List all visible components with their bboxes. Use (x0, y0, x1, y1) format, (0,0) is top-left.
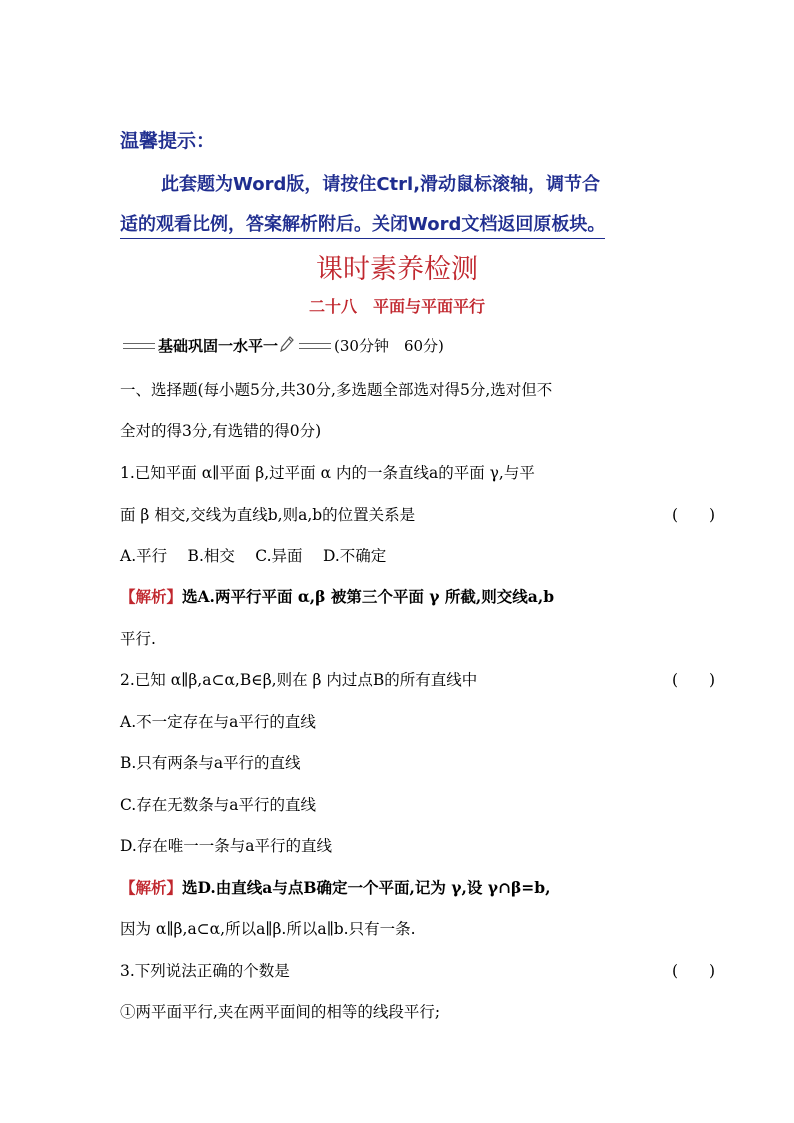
tip-line-1: 此套题为Word版，请按住Ctrl,滑动鼠标滚轴，调节合 (161, 174, 601, 195)
q3-answer-blank: ( ) (672, 962, 716, 980)
q1-analysis-tag: 【解析】 (120, 588, 183, 606)
q2-answer-blank: ( ) (672, 671, 716, 689)
section-instructions-line-2: 全对的得3分,有选错的得0分) (120, 422, 322, 440)
page-title: 课时素养检测 (316, 254, 478, 285)
section-instructions-line-1: 一、选择题(每小题5分,共30分,多选题全部选对得5分,选对但不 (120, 381, 553, 399)
q2-option-d: D.存在唯一一条与a平行的直线 (120, 837, 333, 855)
level-time: (30分钟 60分) (334, 337, 444, 355)
q2-option-a: A.不一定存在与a平行的直线 (120, 713, 316, 731)
tip-heading: 温馨提示： (120, 130, 216, 152)
q2-analysis-line-1 (120, 876, 551, 898)
pencil-icon (280, 336, 294, 356)
q1-analysis-line-2: 平行. (120, 630, 156, 648)
q1-options: A.平行 B.相交 C.异面 D.不确定 (120, 547, 387, 565)
double-rule-left (123, 343, 155, 349)
q1-stem-line-2: 面 β 相交,交线为直线b,则a,b的位置关系是 (120, 506, 416, 524)
q2-stem: 2.已知 α∥β,a⊂α,B∈β,则在 β 内过点B的所有直线中 (120, 671, 478, 689)
q1-stem-line-1: 1.已知平面 α∥平面 β,过平面 α 内的一条直线a的平面 γ,与平 (120, 464, 535, 482)
q3-item-1: ①两平面平行,夹在两平面间的相等的线段平行; (120, 1003, 441, 1021)
q1-analysis-line-1 (120, 585, 554, 607)
q1-analysis-text: 选A.两平行平面 α,β 被第三个平面 γ 所截,则交线a,b (182, 587, 555, 606)
level-label: 基础巩固一水平一 (158, 337, 279, 355)
q2-analysis-tag: 【解析】 (120, 879, 183, 897)
q2-option-c: C.存在无数条与a平行的直线 (120, 796, 316, 814)
double-rule-right (299, 343, 331, 349)
q2-analysis-line-2: 因为 α∥β,a⊂α,所以a∥β.所以a∥b.只有一条. (120, 920, 416, 938)
q1-answer-blank: ( ) (672, 506, 716, 524)
lesson-subtitle: 二十八 平面与平面平行 (308, 297, 485, 316)
q3-stem: 3.下列说法正确的个数是 (120, 962, 290, 980)
level-header (120, 335, 444, 356)
tip-line-2: 适的观看比例，答案解析附后。关闭Word文档返回原板块。 (120, 210, 605, 239)
q2-option-b: B.只有两条与a平行的直线 (120, 754, 301, 772)
q2-analysis-text: 选D.由直线a与点B确定一个平面,记为 γ,设 γ∩β=b, (182, 878, 551, 897)
